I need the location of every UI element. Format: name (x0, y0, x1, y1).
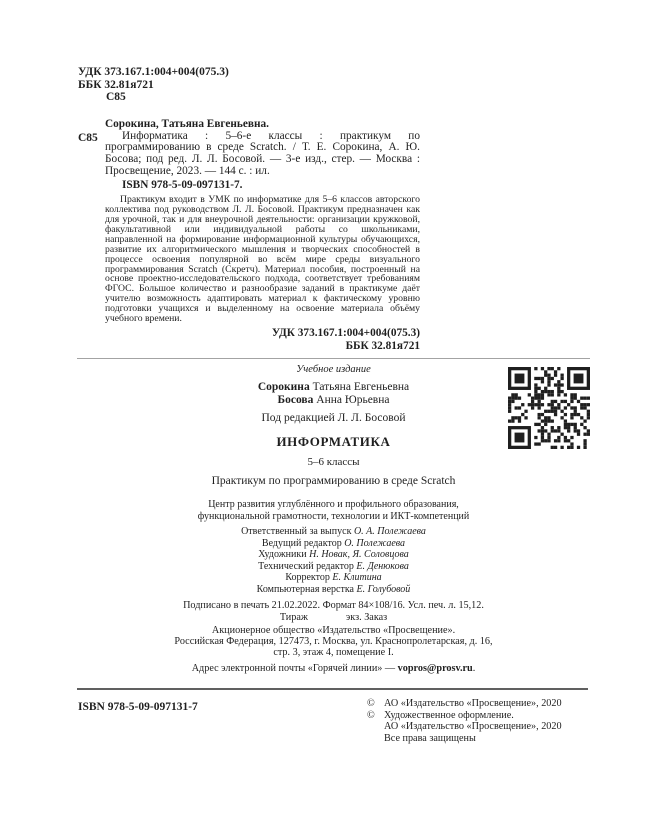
credit-role: Корректор (285, 572, 330, 584)
credit-name: Е. Клитина (332, 572, 382, 584)
udk-code: УДК 373.167.1:004+004(075.3) (78, 66, 229, 78)
isbn-footer: ISBN 978-5-09-097131-7 (78, 701, 198, 713)
credit-role: Художники (258, 549, 307, 561)
catalog-card (78, 118, 420, 353)
hotline-email-line: Адрес электронной почты «Горячей линии» — vopros@prosv.ru. (191, 663, 476, 675)
book-title: ИНФОРМАТИКА (276, 434, 391, 449)
publishing-center-block (77, 499, 590, 522)
editor-line: Под редакцией Л. Л. Босовой (261, 412, 406, 424)
book-subtitle: Практикум по программированию в среде Scratch (211, 475, 456, 487)
credit-role: Компьютерная верстка (256, 583, 354, 595)
copyright-row (367, 710, 562, 722)
copyright-row (367, 698, 562, 710)
credit-name: Е. Денюкова (356, 560, 409, 572)
bibliographic-entry: Информатика : 5–6-е классы : практикум по программированию в среде Scratch. / Т. Е. Сорокина, А. Ю. Босова; под ред. Л. Л. Босовой. — 3-е изд., стер. — Москва : Просвещение, 2023. — 144 с. : ил. (105, 129, 420, 177)
publisher-line: Акционерное общество «Издательство «Просвещение». (211, 625, 456, 637)
credit-line (77, 538, 590, 550)
publisher-line: стр. 3, этаж 4, помещение I. (273, 646, 394, 658)
credit-role: Технический редактор (258, 560, 354, 572)
copyright-row (367, 733, 562, 745)
credit-name: О. А. Полежаева (353, 526, 426, 537)
author-heading: Сорокина, Татьяна Евгеньевна. (105, 118, 269, 130)
author-sign: С85 (106, 91, 126, 104)
publisher-address-block (77, 626, 590, 658)
edition-type-label: Учебное издание (296, 364, 371, 375)
credit-role: Ведущий редактор (261, 537, 342, 549)
center-line: функциональной грамотности, технологии и ИКТ-компетенций (197, 510, 470, 522)
credit-line (77, 526, 590, 538)
imprint-column (77, 362, 590, 675)
separator-bottom-line (77, 688, 588, 690)
credit-line (77, 561, 590, 573)
copyright-text: АО «Издательство «Просвещение», 2020 (384, 721, 562, 733)
author-name: Босова Анна Юрьевна (277, 393, 390, 406)
email-address: vopros@prosv.ru (397, 663, 473, 675)
copyright-text: Художественное оформление. (384, 709, 514, 721)
credit-name: Н. Новак, Я. Соловцова (309, 549, 409, 561)
bbk-code-right: ББК 32.81я721 (345, 339, 420, 352)
copyright-symbol (367, 721, 384, 733)
classification-block (78, 66, 229, 104)
copyright-block (367, 698, 562, 745)
copyright-symbol (367, 733, 384, 745)
copyright-row (367, 721, 562, 733)
separator-top-line (77, 358, 590, 359)
udk-code-right: УДК 373.167.1:004+004(075.3) (271, 326, 420, 339)
tirage-line: Тираж экз. Заказ (279, 611, 388, 623)
authors-block (77, 381, 590, 406)
bbk-code: ББК 32.81я721 (78, 78, 154, 91)
credit-line (77, 584, 590, 596)
author-sign-margin: С85 (78, 132, 98, 144)
credits-block (77, 526, 590, 596)
credit-role: Ответственный за выпуск (241, 526, 352, 537)
center-line: Центр развития углублённого и профильного образования, (208, 499, 459, 510)
credit-line (77, 572, 590, 584)
copyright-text: АО «Издательство «Просвещение», 2020 (384, 698, 562, 709)
copyright-symbol: © (367, 698, 375, 709)
publisher-line: Российская Федерация, 127473, г. Москва, ул. Краснопролетарская, д. 16, (174, 635, 493, 647)
grade-range: 5–6 классы (307, 456, 360, 468)
annotation-text: Практикум входит в УМК по информатике для 5–6 классов авторского коллектива под руководством Л. Л. Босовой. Практикум предназначен как для урочной, так и для внеурочной деятельности: организации кружковой, факультативной или индивидуальной работы со школьниками, направленной на формирование информационной культуры обучающихся, развитие их алгоритмического мышления и творческих способностей в процессе освоения популярной во всём мире среды визуального программирования Scratch (Скретч). Материал пособия, построенный на основе проектно-исследовательского подхода, соответствует требованиям ФГОС. Большое количество и разнообразие заданий в практикуме даёт учителю возможность адаптировать материал к фактическому уровню подготовки учащихся и выделенному на освоение материала объёму учебного времени. (105, 194, 420, 325)
isbn-line: ISBN 978-5-09-097131-7. (122, 178, 243, 191)
print-info: Подписано в печать 21.02.2022. Формат 84×108/16. Усл. печ. л. 15,12. (183, 599, 484, 611)
copyright-text: Все права защищены (384, 733, 476, 745)
classification-right-block (105, 327, 420, 353)
credit-line (77, 549, 590, 561)
credit-name: О. Полежаева (344, 537, 406, 549)
copyright-symbol: © (367, 709, 375, 721)
catalog-card-body (105, 118, 420, 353)
author-name: Сорокина Татьяна Евгеньевна (257, 381, 410, 393)
credit-name: Е. Голубовой (356, 583, 411, 595)
